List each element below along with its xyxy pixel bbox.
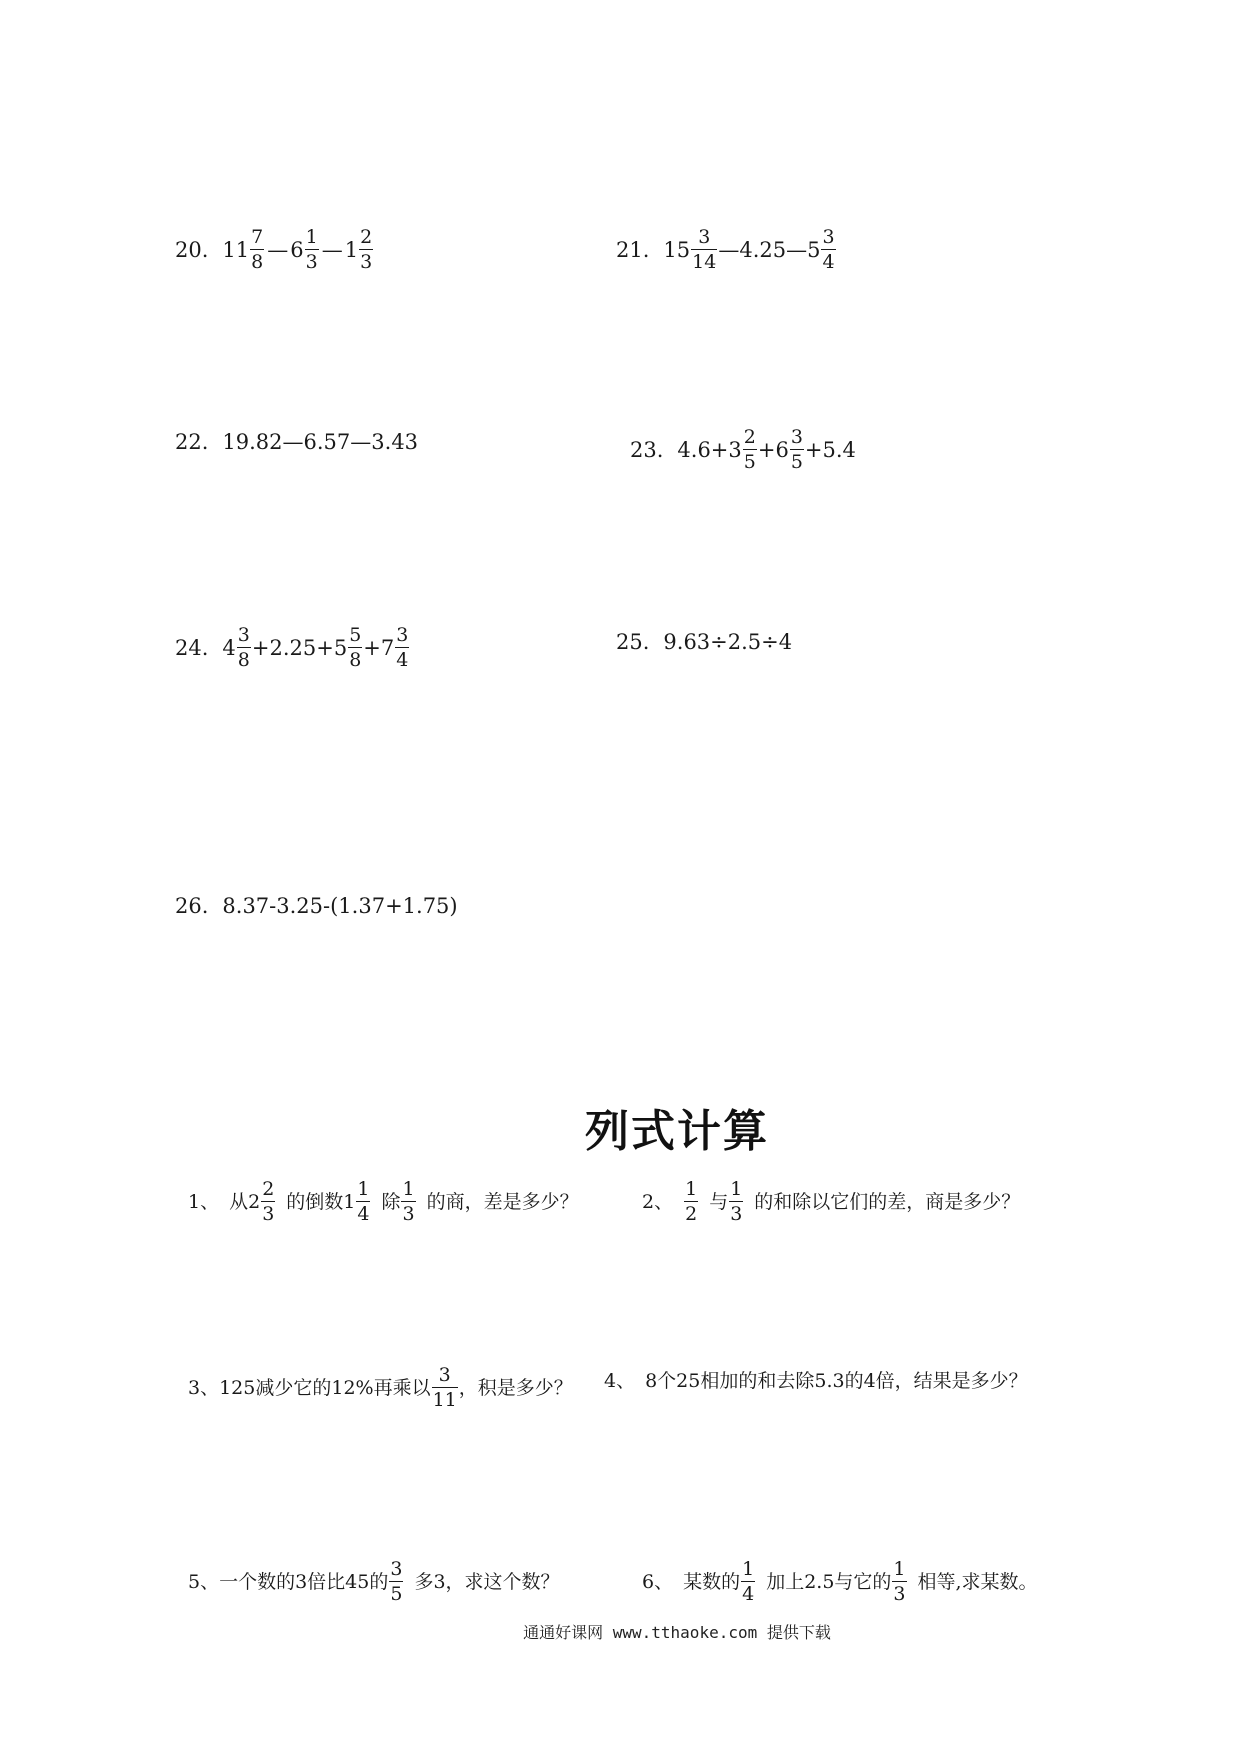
problem-25 — [616, 632, 792, 653]
fraction: $\frac{1}{3}$ — [893, 1558, 906, 1605]
expression-text: +7 — [363, 635, 395, 660]
problem-number: 3、 — [188, 1376, 220, 1399]
problem-number: 1、 — [188, 1190, 220, 1213]
question-text: 8个25相加的和去除5.3的4倍，结果是多少？ — [645, 1370, 1028, 1392]
fraction: $\frac{3}{8}$ — [237, 624, 250, 671]
problem-number: 26. — [175, 894, 209, 918]
fraction: $\frac{3}{11}$ — [432, 1364, 457, 1411]
problem-number: 2、 — [642, 1190, 674, 1213]
fraction: $\frac{2}{3}$ — [360, 226, 373, 273]
problem-20 — [175, 228, 374, 272]
word-problem-6 — [642, 1560, 1038, 1604]
operator: — — [321, 237, 343, 262]
question-text: 相等,求某数。 — [917, 1570, 1038, 1593]
fraction: $\frac{1}{2}$ — [685, 1178, 698, 1225]
footer-credit: 通通好课网 www.tthaoke.com 提供下载 — [523, 1623, 831, 1642]
word-problem-5 — [188, 1560, 560, 1604]
problem-number: 20. — [175, 237, 209, 262]
expression-text: +5.4 — [804, 437, 856, 462]
operator: — — [267, 237, 289, 262]
word-problem-1 — [188, 1180, 579, 1224]
question-text: 加上2.5与它的 — [766, 1570, 892, 1593]
expression-text: 9.63÷2.5÷4 — [663, 630, 793, 654]
question-text: 的和除以它们的差，商是多少？ — [754, 1190, 1021, 1213]
problem-24 — [175, 626, 410, 670]
expression-text: —4.25—5 — [718, 237, 821, 262]
problem-number: 23. — [630, 437, 664, 462]
fraction: $\frac{7}{8}$ — [251, 226, 264, 273]
fraction: $\frac{1}{3}$ — [730, 1178, 743, 1225]
question-text: 的倒数1 — [286, 1190, 356, 1213]
expression-text: 4.6+3 — [677, 437, 742, 462]
word-problem-4 — [604, 1372, 1028, 1391]
whole-part: 11 — [222, 237, 250, 262]
question-text: 与 — [709, 1190, 729, 1213]
fraction: $\frac{1}{4}$ — [357, 1178, 370, 1225]
word-problem-3 — [188, 1366, 573, 1410]
whole-part: 4 — [222, 635, 236, 660]
question-text: 某数的 — [683, 1570, 741, 1593]
fraction: $\frac{5}{8}$ — [349, 624, 362, 671]
whole-part: 15 — [663, 237, 691, 262]
fraction: $\frac{3}{14}$ — [692, 226, 717, 273]
problem-26 — [175, 896, 458, 917]
expression-text: +6 — [757, 437, 789, 462]
question-text: 一个数的3倍比45的 — [219, 1570, 389, 1593]
word-problem-2 — [642, 1180, 1020, 1224]
problem-21 — [616, 228, 837, 272]
fraction: $\frac{1}{3}$ — [402, 1178, 415, 1225]
fraction: $\frac{1}{3}$ — [305, 226, 318, 273]
section-title: 列式计算 — [585, 1106, 769, 1157]
problem-23 — [630, 428, 856, 472]
problem-number: 24. — [175, 635, 209, 660]
question-text: 从2 — [229, 1190, 261, 1213]
problem-number: 5、 — [188, 1570, 220, 1593]
question-text: 的商，差是多少？ — [426, 1190, 579, 1213]
question-text: 除 — [381, 1190, 401, 1213]
fraction: $\frac{3}{5}$ — [390, 1558, 403, 1605]
problem-number: 6、 — [642, 1570, 674, 1593]
problem-22 — [175, 432, 418, 453]
fraction: $\frac{3}{4}$ — [396, 624, 409, 671]
problem-number: 4、 — [604, 1370, 636, 1392]
question-text: 多3，求这个数？ — [414, 1570, 560, 1593]
fraction: $\frac{1}{4}$ — [742, 1558, 755, 1605]
problem-number: 25. — [616, 630, 650, 654]
whole-part: 6 — [290, 237, 304, 262]
problem-number: 21. — [616, 237, 650, 262]
fraction: $\frac{3}{5}$ — [790, 426, 803, 473]
fraction: $\frac{2}{5}$ — [743, 426, 756, 473]
fraction: $\frac{2}{3}$ — [262, 1178, 275, 1225]
expression-text: +2.25+5 — [251, 635, 348, 660]
problem-number: 22. — [175, 430, 209, 454]
expression-text: 8.37-3.25-(1.37+1.75) — [222, 894, 458, 918]
fraction: $\frac{3}{4}$ — [822, 226, 835, 273]
whole-part: 1 — [344, 237, 359, 262]
expression-text: 19.82—6.57—3.43 — [222, 430, 419, 454]
question-text: ，积是多少？ — [458, 1376, 573, 1399]
question-text: 125减少它的12%再乘以 — [219, 1376, 431, 1399]
